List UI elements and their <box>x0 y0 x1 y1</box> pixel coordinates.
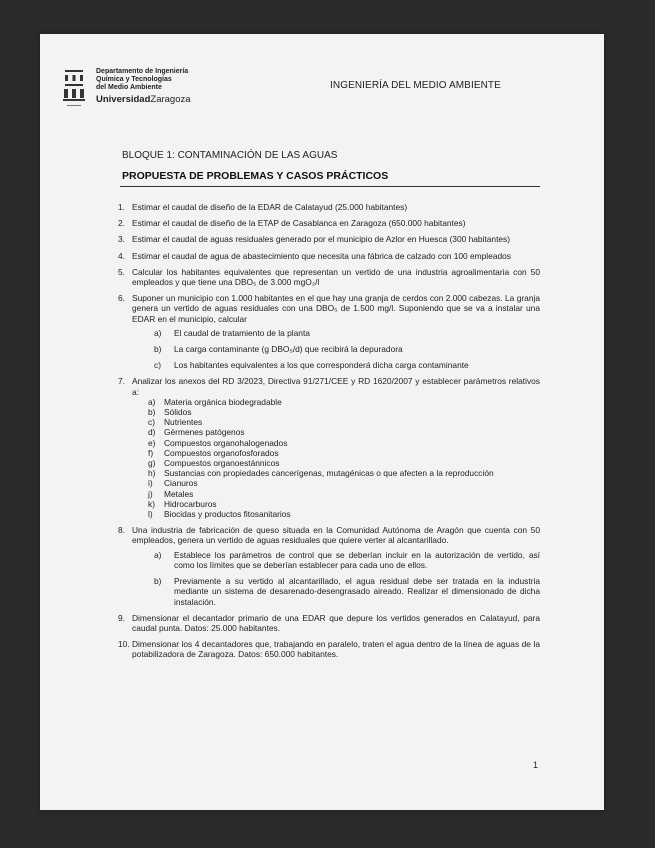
problem-text: Analizar los anexos del RD 3/2023, Directiva 91/271/CEE y RD 1620/2007 y establecer parámetros relativos a: <box>132 376 540 397</box>
problem-text: Estimar el caudal de diseño de la ETAP de Casablanca en Zaragoza (650.000 habitantes) <box>132 218 466 229</box>
parameter-letter: h) <box>148 468 156 479</box>
parameter-text: Nutrientes <box>164 417 203 428</box>
sub-question-letter: a) <box>154 549 162 560</box>
department-line: Departamento de Ingeniería <box>96 68 189 75</box>
parameter-text: Compuestos organofosforados <box>164 447 279 458</box>
problem-number: 1. <box>118 202 125 212</box>
problem-number: 9. <box>118 612 125 623</box>
parameter-text: Sustancias con propiedades cancerígenas, mutagénicas o que afecten a la reproducción <box>164 468 494 479</box>
parameter-item <box>148 397 540 407</box>
problem-number: 2. <box>118 218 125 229</box>
parameter-item <box>148 478 540 488</box>
university-logo <box>62 64 242 114</box>
parameter-letter: k) <box>148 498 155 509</box>
problem-number: 4. <box>118 250 125 261</box>
sub-question-letter: b) <box>154 344 162 355</box>
course-title: INGENIERÍA DEL MEDIO AMBIENTE <box>330 80 501 91</box>
problem-item <box>118 234 540 244</box>
sub-question-item <box>154 328 540 338</box>
problem-text: Estimar el caudal de diseño de la EDAR de Calatayud (25.000 habitantes) <box>132 202 408 212</box>
problem-text: Dimensionar los 4 decantadores que, trabajando en paralelo, traten el agua dentro de la línea de aguas de la potabilizadora de Zaragoza. Datos: 650.000 habitantes. <box>132 639 540 660</box>
problem-item <box>118 293 540 370</box>
problem-text: Estimar el caudal de agua de abastecimiento que necesita una fábrica de calzado con 100 empleados <box>132 250 511 261</box>
sub-question-letter: b) <box>154 576 162 587</box>
university-name <box>96 94 191 105</box>
problem-item <box>118 218 540 228</box>
parameter-text: Materia orgánica biodegradable <box>164 396 282 407</box>
block-title: BLOQUE 1: CONTAMINACIÓN DE LAS AGUAS <box>122 150 338 161</box>
problem-text: Suponer un municipio con 1.000 habitantes en el que hay una granja de cerdos con 2.000 cabezas. La granja genera un vertido de aguas residuales con una DBO₅ de 1.500 mg/l. Suponiendo que se va a instalar una EDAR en el municipio, calcular <box>132 293 540 324</box>
department-name <box>96 68 188 92</box>
university-name-bold: Universidad <box>96 94 151 105</box>
sub-question-text: La carga contaminante (g DBO₅/d) que recibirá la depuradora <box>174 344 403 355</box>
problem-text: Estimar el caudal de aguas residuales generado por el municipio de Azlor en Huesca (300 habitantes) <box>132 234 511 245</box>
problem-item <box>118 202 540 212</box>
sub-question-text: Previamente a su vertido al alcantarillado, el agua residual debe ser tratada en la industria mediante un sistema de desarenado-desengrasado aireado. Realizar el dimensionado de dicha instalación. <box>174 576 540 607</box>
parameter-letter: e) <box>148 437 156 448</box>
problem-text: Una industria de fabricación de queso situada en la Comunidad Autónoma de Aragón que cuenta con 50 empleados, genera un vertido de aguas residuales que quiere verter al alcantarillado. <box>132 525 540 546</box>
parameter-item <box>148 468 540 478</box>
parameter-letter: f) <box>148 447 154 458</box>
sub-question-letter: a) <box>154 327 162 338</box>
department-line: del Medio Ambiente <box>96 84 162 91</box>
problem-number: 7. <box>118 376 125 387</box>
parameter-item <box>148 499 540 509</box>
problem-text: Calcular los habitantes equivalentes que representan un vertido de una industria agroalimentaria con 50 empleados y que tiene una DBO₅ de 3.000 mgO₂/l <box>132 266 540 288</box>
parameter-item <box>148 427 540 437</box>
university-crest-icon <box>62 66 86 110</box>
parameter-letter: l) <box>148 509 153 520</box>
parameter-text: Sólidos <box>164 407 192 418</box>
parameter-letter: d) <box>148 427 156 438</box>
department-line: Química y Tecnologías <box>96 76 172 83</box>
problem-text: Dimensionar el decantador primario de una EDAR que depure los vertidos generados en Calatayud, para caudal punta. Datos: 25.000 habitantes. <box>132 612 540 633</box>
problem-item <box>118 639 540 659</box>
sub-question-item <box>154 576 540 607</box>
parameter-item <box>148 407 540 417</box>
parameter-text: Hidrocarburos <box>164 498 217 509</box>
sub-question-item <box>154 550 540 570</box>
section-title: PROPUESTA DE PROBLEMAS Y CASOS PRÁCTICOS <box>122 170 389 182</box>
problem-number: 6. <box>118 293 125 304</box>
problem-item <box>118 613 540 633</box>
problem-number: 3. <box>118 234 125 245</box>
problem-item <box>118 376 540 519</box>
title-underline <box>120 186 540 187</box>
parameter-letter: g) <box>148 458 156 469</box>
sub-question-list <box>154 328 540 371</box>
parameter-item <box>148 438 540 448</box>
sub-question-text: Establece los parámetros de control que se deberían incluir en la autorización de vertido, así como los límites que se deberían establecer para cada uno de ellos. <box>174 549 540 570</box>
parameter-text: Biocidas y productos fitosanitarios <box>164 509 291 520</box>
page-number: 1 <box>533 760 539 770</box>
parameter-letter: c) <box>148 417 155 428</box>
parameter-text: Compuestos organoestánnicos <box>164 458 280 469</box>
problem-list <box>118 202 540 666</box>
sub-question-list <box>154 550 540 607</box>
parameter-text: Compuestos organohalogenados <box>164 437 288 448</box>
parameter-item <box>148 448 540 458</box>
parameter-item <box>148 509 540 519</box>
sub-question-text: Los habitantes equivalentes a los que corresponderá dicha carga contaminante <box>174 360 469 371</box>
problem-item <box>118 525 540 606</box>
sub-question-item <box>154 344 540 354</box>
problem-number: 8. <box>118 525 125 536</box>
problem-item <box>118 251 540 261</box>
parameter-item <box>148 417 540 427</box>
parameter-list <box>148 397 540 519</box>
sub-question-text: El caudal de tratamiento de la planta <box>174 327 310 338</box>
problem-number: 5. <box>118 266 125 277</box>
parameter-text: Gérmenes patógenos <box>164 427 245 438</box>
parameter-item <box>148 458 540 468</box>
parameter-letter: a) <box>148 396 156 407</box>
parameter-text: Cianuros <box>164 478 198 489</box>
problem-item <box>118 267 540 287</box>
parameter-letter: j) <box>148 488 153 499</box>
parameter-item <box>148 489 540 499</box>
sub-question-letter: c) <box>154 360 161 371</box>
university-name-light: Zaragoza <box>150 94 191 105</box>
parameter-letter: b) <box>148 407 156 418</box>
problem-number: 10. <box>118 639 130 650</box>
parameter-text: Metales <box>164 488 194 499</box>
parameter-letter: i) <box>148 478 153 489</box>
sub-question-item <box>154 360 540 370</box>
